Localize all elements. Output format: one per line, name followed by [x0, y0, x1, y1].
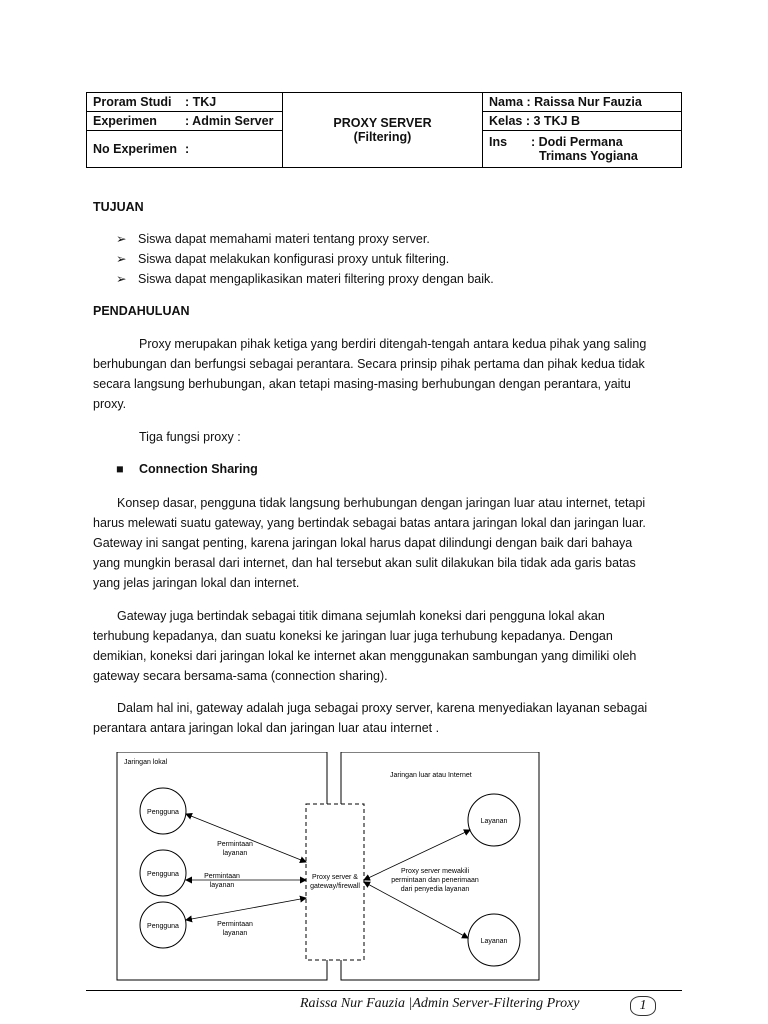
ins-value2: Trimans Yogiana	[539, 149, 638, 163]
ins-value1: : Dodi Permana	[531, 135, 623, 149]
program-value: : TKJ	[185, 95, 217, 109]
request-label-1b: layanan	[222, 850, 248, 857]
arrow-bullet-icon: ➢	[116, 272, 127, 286]
experiment-value: : Admin Server	[185, 114, 274, 128]
arrow-user3-proxy	[186, 898, 306, 920]
program-cell	[87, 93, 283, 112]
tujuan-item-1: ➢ Siswa dapat memahami materi tentang proxy server.	[116, 232, 430, 246]
request-label-3b: layanan	[222, 930, 248, 937]
square-bullet-icon: ■	[116, 462, 124, 476]
external-network-label: Jaringan luar atau Internet	[390, 772, 472, 779]
paragraph-konsep-dasar: Konsep dasar, pengguna tidak langsung berhubungan dengan jaringan luar atau internet, tetapi harus melewati suatu gateway, yang bertindak sebagai batas antara jaringan lokal dan jaringan luar. Gateway ini sangat penting, karena jaringan lokal harus dapat dilindungi dengan baik dari bahaya yang mungkin berasal dari internet, dan hal tersebut akan sulit dilakukan bila tidak ada garis batas yang jelas jaringan lokal dan internet.	[93, 496, 646, 590]
proxy-note-3: dari penyedia layanan	[400, 886, 470, 893]
paragraph-gateway: Gateway juga bertindak sebagai titik dimana sejumlah koneksi dari pengguna lokal akan terhubung kepadanya, dan suatu koneksi ke jaringan luar juga terhubung kepadanya. Dengan demikian, koneksi dari jaringan lokal ke internet akan menggunakan sambungan yang dimiliki oleh gateway secara bersama-sama (connection sharing).	[93, 609, 637, 683]
number-cell	[87, 131, 283, 168]
request-label-1a: Permintaan	[217, 841, 253, 848]
experiment-cell	[87, 112, 283, 131]
title-cell	[283, 93, 483, 168]
connection-sharing-heading: ■ Connection Sharing	[116, 462, 258, 476]
number-label: No Experimen	[93, 142, 178, 156]
title-line1: PROXY SERVER	[333, 116, 432, 130]
service-label: Layanan	[480, 938, 508, 945]
paragraph-proxy-intro: Proxy merupakan pihak ketiga yang berdiri ditengah-tengah antara kedua pihak yang saling berhubungan dan berfungsi sebagai perantara. Secara prinsip pihak pertama dan pihak kedua tidak secara langsung berhubungan, akan tetapi masing-masing berhubungan dengan perantara, yaitu proxy.	[93, 337, 647, 411]
arrow-bullet-icon: ➢	[116, 232, 127, 246]
user-label: Pengguna	[147, 923, 179, 930]
service-label: Layanan	[480, 818, 508, 825]
user-label: Pengguna	[147, 871, 179, 878]
tujuan-item-2: ➢ Siswa dapat melakukan konfigurasi proxy untuk filtering.	[116, 252, 450, 266]
title-line2: (Filtering)	[353, 130, 412, 144]
page-number: 1	[630, 996, 656, 1016]
proxy-note-2: permintaan dan penerimaan	[391, 877, 479, 884]
user-label: Pengguna	[147, 809, 179, 816]
tujuan-item-3: ➢ Siswa dapat mengaplikasikan materi filtering proxy dengan baik.	[116, 272, 494, 286]
class-cell: Kelas : 3 TKJ B	[483, 112, 682, 131]
proxy-network-diagram	[110, 752, 550, 984]
pendahuluan-heading: PENDAHULUAN	[93, 304, 190, 318]
header-table	[86, 92, 682, 168]
arrow-bullet-icon: ➢	[116, 252, 127, 266]
tiga-fungsi-label: Tiga fungsi proxy :	[139, 430, 241, 444]
request-label-3a: Permintaan	[217, 921, 253, 928]
program-label: Proram Studi	[93, 95, 172, 109]
proxy-label-1: Proxy server &	[312, 874, 358, 881]
footer-rule	[86, 990, 682, 991]
proxy-note-1: Proxy server mewakili	[400, 868, 470, 875]
tujuan-heading: TUJUAN	[93, 200, 144, 214]
request-label-2a: Permintaan	[204, 873, 240, 880]
footer-text: Raissa Nur Fauzia |Admin Server-Filtering Proxy	[300, 996, 580, 1011]
paragraph-proxy-server: Dalam hal ini, gateway adalah juga sebagai proxy server, karena menyediakan layanan sebagai perantara antara jaringan lokal dan jaringan luar atau internet .	[93, 701, 648, 735]
ins-label: Ins	[489, 135, 508, 149]
proxy-server-box	[306, 804, 364, 960]
ins-cell	[483, 131, 682, 168]
number-value: :	[185, 142, 190, 156]
local-network-label: Jaringan lokal	[124, 759, 168, 766]
experiment-label: Experimen	[93, 114, 157, 128]
proxy-label-2: gateway/firewall	[310, 883, 360, 890]
request-label-2b: layanan	[209, 882, 235, 889]
name-cell: Nama : Raissa Nur Fauzia	[483, 93, 682, 112]
